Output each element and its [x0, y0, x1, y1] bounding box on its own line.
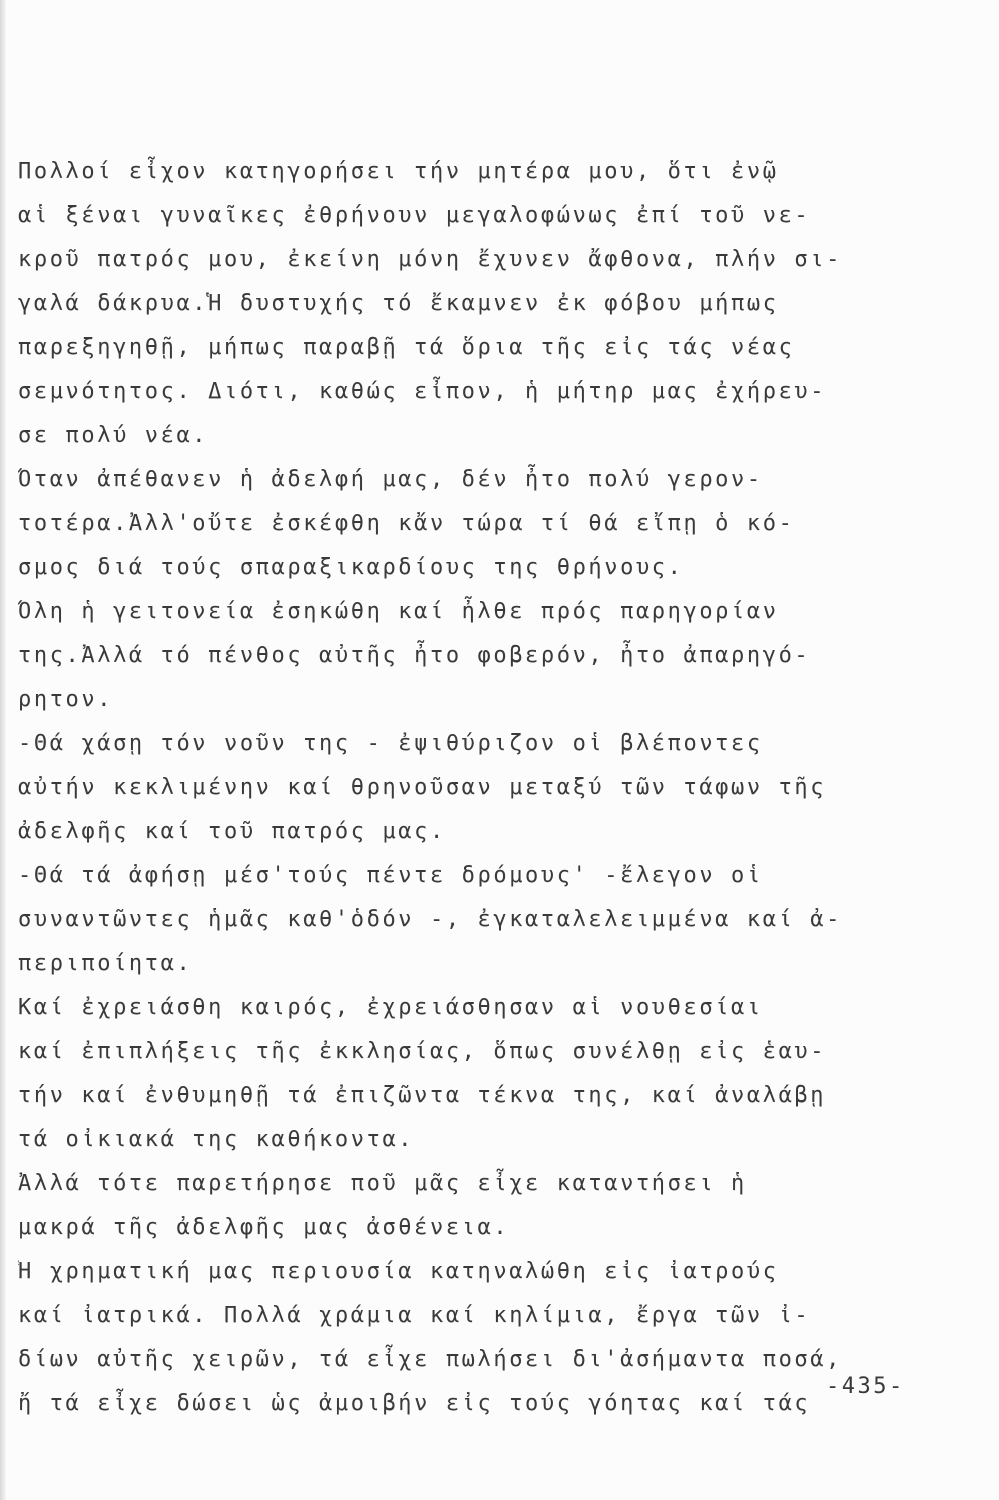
- text-line: γαλά δάκρυα.Ἡ δυστυχής τό ἔκαμνεν ἐκ φόβου μήπως: [18, 291, 779, 316]
- text-line: καί ἰατρικά. Πολλά χράμια καί κηλίμια, ἔργα τῶν ἰ-: [18, 1303, 811, 1328]
- text-line: παρεξηγηθῇ, μήπως παραβῇ τά ὅρια τῆς εἰς τάς νέας: [18, 335, 795, 360]
- text-line: Καί ἐχρειάσθη καιρός, ἐχρειάσθησαν αἱ νουθεσίαι: [18, 995, 763, 1020]
- text-line: σε πολύ νέα.: [18, 423, 209, 448]
- text-line: Ἀλλά τότε παρετήρησε ποῦ μᾶς εἶχε καταντήσει ἡ: [18, 1171, 747, 1196]
- text-line: περιποίητα.: [18, 951, 193, 976]
- text-line: καί ἐπιπλήξεις τῆς ἐκκλησίας, ὅπως συνέλθῃ εἰς ἑαυ-: [18, 1039, 827, 1064]
- typewritten-text: [18, 150, 918, 1426]
- text-line: ἤ τά εἶχε δώσει ὡς ἀμοιβήν εἰς τούς γόητας καί τάς: [18, 1391, 811, 1416]
- text-line: σμος διά τούς σπαραξικαρδίους της θρήνους.: [18, 555, 684, 580]
- text-line: ρητον.: [18, 687, 114, 712]
- text-line: Ἡ χρηματική μας περιουσία κατηναλώθη εἰς ἰατρούς: [18, 1259, 779, 1284]
- text-line: Πολλοί εἶχον κατηγορήσει τήν μητέρα μου, ὅτι ἐνῷ: [18, 159, 779, 184]
- text-line: τήν καί ἐνθυμηθῇ τά ἐπιζῶντα τέκνα της, καί ἀναλάβῃ: [18, 1083, 827, 1108]
- text-line: -Θά χάσῃ τόν νοῦν της - ἐψιθύριζον οἱ βλέποντες: [18, 731, 763, 756]
- text-line: συναντῶντες ἡμᾶς καθ'ὁδόν -, ἐγκαταλελειμμένα καί ἀ-: [18, 907, 842, 932]
- text-line: της.Ἀλλά τό πένθος αὐτῆς ἦτο φοβερόν, ἦτο ἀπαρηγό-: [18, 643, 811, 668]
- text-line: αἱ ξέναι γυναῖκες ἐθρήνουν μεγαλοφώνως ἐπί τοῦ νε-: [18, 203, 811, 228]
- text-line: Ὅλη ἡ γειτονεία ἐσηκώθη καί ἦλθε πρός παρηγορίαν: [18, 599, 779, 624]
- text-line: Ὅταν ἀπέθανεν ἡ ἀδελφή μας, δέν ἦτο πολύ γερον-: [18, 467, 763, 492]
- text-line: μακρά τῆς ἀδελφῆς μας ἀσθένεια.: [18, 1215, 510, 1240]
- text-line: αὐτήν κεκλιμένην καί θρηνοῦσαν μεταξύ τῶν τάφων τῆς: [18, 775, 827, 800]
- text-line: τοτέρα.Ἀλλ'οὔτε ἐσκέφθη κἄν τώρα τί θά εἴπῃ ὁ κό-: [18, 511, 795, 536]
- page-edge-shadow: [0, 0, 6, 1500]
- text-line: σεμνότητος. Διότι, καθώς εἶπον, ἡ μήτηρ μας ἐχήρευ-: [18, 379, 827, 404]
- page-number: -435-: [826, 1374, 905, 1399]
- text-line: τά οἰκιακά της καθήκοντα.: [18, 1127, 415, 1152]
- text-line: κροῦ πατρός μου, ἐκείνη μόνη ἔχυνεν ἄφθονα, πλήν σι-: [18, 247, 842, 272]
- text-line: δίων αὐτῆς χειρῶν, τά εἶχε πωλήσει δι'ἀσήμαντα ποσά,: [18, 1347, 842, 1372]
- text-line: ἀδελφῆς καί τοῦ πατρός μας.: [18, 819, 446, 844]
- text-line: -Θά τά ἀφήσῃ μέσ'τούς πέντε δρόμους' -ἔλεγον οἱ: [18, 863, 763, 888]
